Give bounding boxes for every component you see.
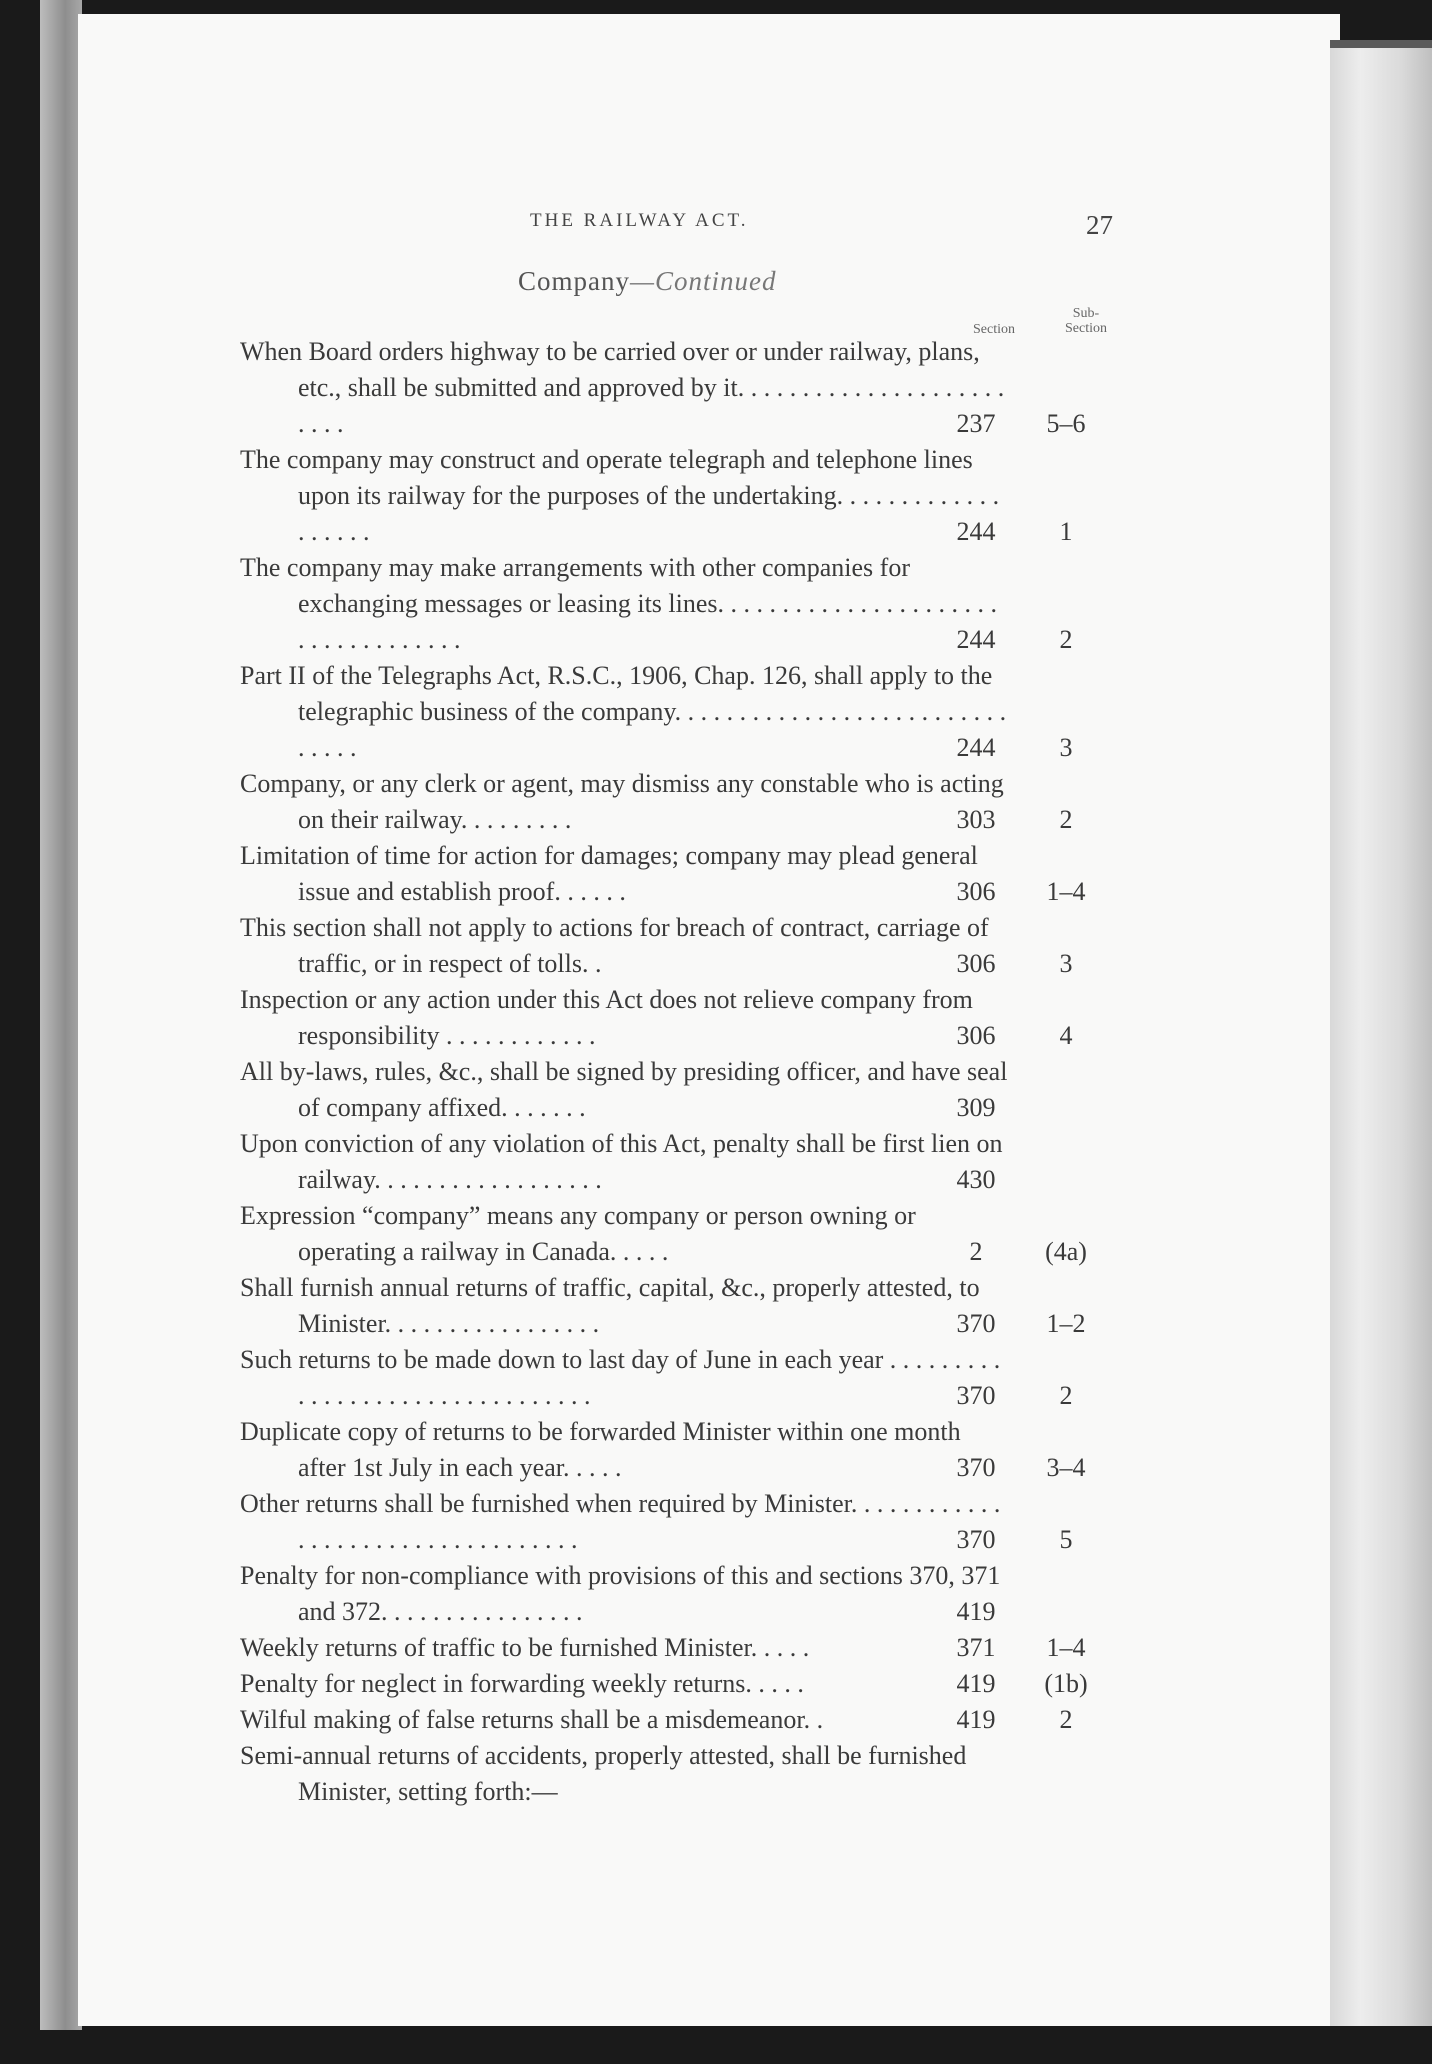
entry-subsection-number: 1 — [1059, 517, 1073, 546]
index-entry — [240, 442, 1130, 550]
entry-section-number: 306 — [956, 1021, 996, 1050]
entry-text: Other returns shall be furnished when required by Minister. . . . . . . . . . . . . . . . . . . . . . . . . . . . . . . . . . — [240, 1489, 1001, 1554]
entry-text: Such returns to be made down to last day of June in each year . . . . . . . . . . . . . . . . . . . . . . . . . . . . . . . . — [240, 1345, 1001, 1410]
section-title-main: Company — [518, 266, 630, 296]
entry-section-number: 303 — [956, 805, 996, 834]
entry-subsection-number: 2 — [1059, 805, 1073, 834]
index-entry — [240, 1558, 1130, 1630]
entry-text: Penalty for neglect in forwarding weekly returns. . . . . — [240, 1669, 804, 1698]
index-entry — [240, 910, 1130, 982]
entry-section-number: 370 — [956, 1381, 996, 1410]
entry-subsection-number: 5 — [1059, 1525, 1073, 1554]
entry-text: Inspection or any action under this Act does not relieve company from responsibility . . . . . . . . . . . . — [240, 985, 973, 1050]
page-number: 27 — [1086, 210, 1113, 240]
index-entry — [240, 1630, 1130, 1666]
column-header-subsection: Sub-Section — [1065, 306, 1107, 336]
entry-subsection-number: 5–6 — [1046, 409, 1086, 438]
index-entry — [240, 1342, 1130, 1414]
entry-subsection-number: 3–4 — [1046, 1453, 1086, 1482]
section-title-suffix: —Continued — [630, 266, 777, 296]
entry-text: This section shall not apply to actions for breach of contract, carriage of traffic, or in respect of tolls. . — [240, 913, 989, 978]
entry-subsection-number: 3 — [1059, 733, 1073, 762]
index-entry — [240, 766, 1130, 838]
entry-section-number: 370 — [956, 1309, 996, 1338]
entry-subsection-number: (4a) — [1045, 1237, 1087, 1266]
entry-section-number: 2 — [969, 1237, 983, 1266]
entry-text: Penalty for non-compliance with provisions of this and sections 370, 371 and 372. . . . . . . . . . . . . . . . — [240, 1561, 1001, 1626]
index-entry — [240, 982, 1130, 1054]
index-entry — [240, 1126, 1130, 1198]
entry-section-number: 371 — [956, 1633, 996, 1662]
index-entry — [240, 1738, 1130, 1810]
entry-text: Shall furnish annual returns of traffic, capital, &c., properly attested, to Minister. . . . . . . . . . . . . . . . . — [240, 1273, 980, 1338]
entry-subsection-number: 1–4 — [1046, 877, 1086, 906]
entry-section-number: 306 — [956, 877, 996, 906]
entry-section-number: 237 — [956, 409, 996, 438]
entry-section-number: 370 — [956, 1525, 996, 1554]
entry-text: Limitation of time for action for damages; company may plead general issue and establish proof. . . . . . — [240, 841, 978, 906]
entry-subsection-number: 3 — [1059, 949, 1073, 978]
entry-section-number: 419 — [956, 1705, 996, 1734]
index-entry — [240, 838, 1130, 910]
page-stack-edge — [1330, 48, 1432, 2026]
section-title — [518, 266, 777, 297]
entry-text: All by-laws, rules, &c., shall be signed by presiding officer, and have seal of company affixed. . . . . . . — [240, 1057, 1008, 1122]
entry-text: Duplicate copy of returns to be forwarded Minister within one month after 1st July in each year. . . . . — [240, 1417, 961, 1482]
entry-text: The company may make arrangements with other companies for exchanging messages or leasing its lines. . . . . . . . . . . . . . . . . . . . . . . . . . . . . . . . . . . — [240, 553, 998, 654]
entry-text: Company, or any clerk or agent, may dismiss any constable who is acting on their railway. . . . . . . . . — [240, 769, 1004, 834]
entry-text: The company may construct and operate telegraph and telephone lines upon its railway for the purposes of the undertaking. . . . . . . . . . . . . . . . . . . — [240, 445, 1000, 546]
entry-text: Weekly returns of traffic to be furnished Minister. . . . . — [240, 1633, 810, 1662]
entry-section-number: 419 — [956, 1669, 996, 1698]
entry-subsection-number: (1b) — [1044, 1669, 1088, 1698]
entry-subsection-number: 1–4 — [1046, 1633, 1086, 1662]
entry-text: Part II of the Telegraphs Act, R.S.C., 1906, Chap. 126, shall apply to the telegraphic business of the company. . . . . . . . . . . . . . . . . . . . . . . . . . . . . . . — [240, 661, 1007, 762]
index-entry — [240, 1666, 1130, 1702]
index-entry — [240, 1486, 1130, 1558]
entry-text: Wilful making of false returns shall be a misdemeanor. . — [240, 1705, 824, 1734]
entry-subsection-number: 2 — [1059, 1381, 1073, 1410]
entry-subsection-number: 2 — [1059, 1705, 1073, 1734]
index-entries — [240, 334, 1130, 1810]
entry-text: Expression “company” means any company or person owning or operating a railway in Canada. . . . . — [240, 1201, 916, 1266]
index-entry — [240, 1414, 1130, 1486]
index-entry — [240, 658, 1130, 766]
entry-section-number: 309 — [956, 1093, 996, 1122]
entry-section-number: 244 — [956, 517, 996, 546]
index-entry — [240, 1270, 1130, 1342]
index-entry — [240, 550, 1130, 658]
book-binding-edge — [40, 0, 82, 2030]
entry-section-number: 306 — [956, 949, 996, 978]
entry-section-number: 430 — [956, 1165, 996, 1194]
index-entry — [240, 334, 1130, 442]
entry-subsection-number: 1–2 — [1046, 1309, 1086, 1338]
column-header-section: Section — [973, 322, 1015, 337]
entry-text: When Board orders highway to be carried over or under railway, plans, etc., shall be submitted and approved by it. . . . . . . . . . . . . . . . . . . . . . . . . — [240, 337, 1005, 438]
entry-subsection-number: 2 — [1059, 625, 1073, 654]
index-entry — [240, 1198, 1130, 1270]
entry-text: Semi-annual returns of accidents, properly attested, shall be furnished Minister, setting forth:— — [240, 1741, 967, 1806]
entry-section-number: 419 — [956, 1597, 996, 1626]
entry-subsection-number: 4 — [1059, 1021, 1073, 1050]
index-entry — [240, 1702, 1130, 1738]
running-head: THE RAILWAY ACT. — [530, 210, 749, 231]
index-entry — [240, 1054, 1130, 1126]
entry-text: Upon conviction of any violation of this Act, penalty shall be first lien on railway. . . . . . . . . . . . . . . . . . — [240, 1129, 1003, 1194]
entry-section-number: 244 — [956, 625, 996, 654]
entry-section-number: 244 — [956, 733, 996, 762]
entry-section-number: 370 — [956, 1453, 996, 1482]
